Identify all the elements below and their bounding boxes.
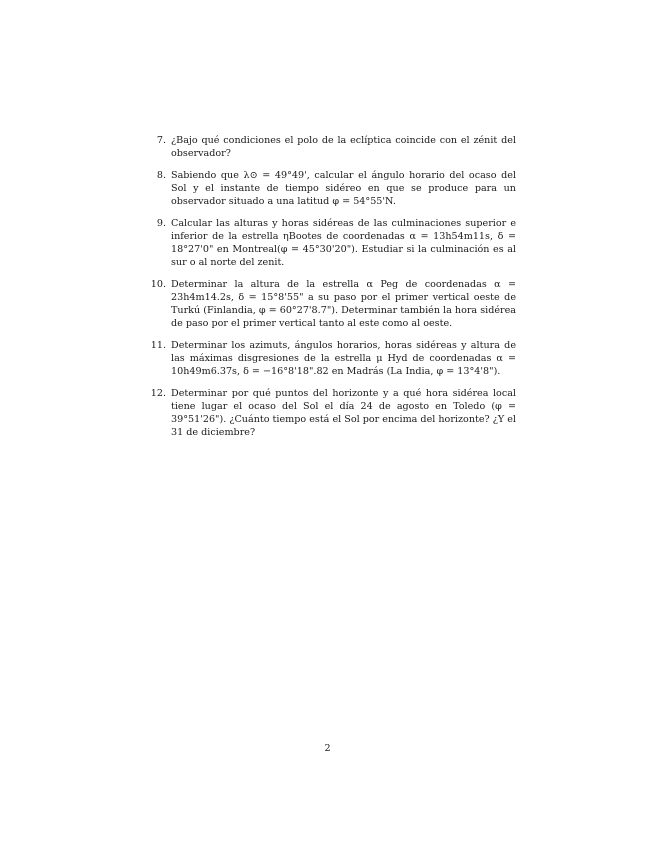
problem-number: 12. <box>150 388 166 399</box>
problem-item-8 <box>146 169 516 208</box>
problem-item-12 <box>146 387 516 439</box>
problem-text: Calcular las alturas y horas sidéreas de las culminaciones superior e inferior de la estrella ηBootes de coordenadas α = 13h54m11s, δ = 18°27'0" en Montreal(φ = 45°30'20"). Estudiar si la culminación es al sur o al norte del zenit. <box>171 218 516 268</box>
problem-number: 11. <box>150 340 166 351</box>
problem-item-10 <box>146 278 516 330</box>
problem-number: 8. <box>156 170 166 181</box>
problem-text: Determinar la altura de la estrella α Peg de coordenadas α = 23h4m14.2s, δ = 15°8'55" a su paso por el primer vertical oeste de Turkú (Finlandia, φ = 60°27'8.7"). Determinar también la hora sidérea de paso por el primer vertical tanto al este como al oeste. <box>171 279 516 329</box>
problem-number: 10. <box>150 279 166 290</box>
problem-item-11 <box>146 339 516 378</box>
problem-item-7 <box>146 134 516 160</box>
problem-number: 9. <box>156 218 166 229</box>
problem-number: 7. <box>156 135 166 146</box>
problem-text: Determinar los azimuts, ángulos horarios, horas sidéreas y altura de las máximas disgresiones de la estrella μ Hyd de coordenadas α = 10h49m6.37s, δ = −16°8'18".82 en Madrás (La India, φ = 13°4'8"). <box>171 340 516 377</box>
problem-item-9 <box>146 217 516 269</box>
problem-text: ¿Bajo qué condiciones el polo de la eclíptica coincide con el zénit del observador? <box>171 135 516 159</box>
problem-text: Sabiendo que λ⊙ = 49°49', calcular el ángulo horario del ocaso del Sol y el instante de tiempo sidéreo en que se produce para un observador situado a una latitud φ = 54°55'N. <box>171 170 516 207</box>
problem-text: Determinar por qué puntos del horizonte y a qué hora sidérea local tiene lugar el ocaso del Sol el día 24 de agosto en Toledo (φ = 39°51'26"). ¿Cuánto tiempo está el Sol por encima del horizonte? ¿Y el 31 de diciembre? <box>171 388 516 438</box>
problem-list <box>146 134 516 448</box>
page-number: 2 <box>324 743 331 754</box>
